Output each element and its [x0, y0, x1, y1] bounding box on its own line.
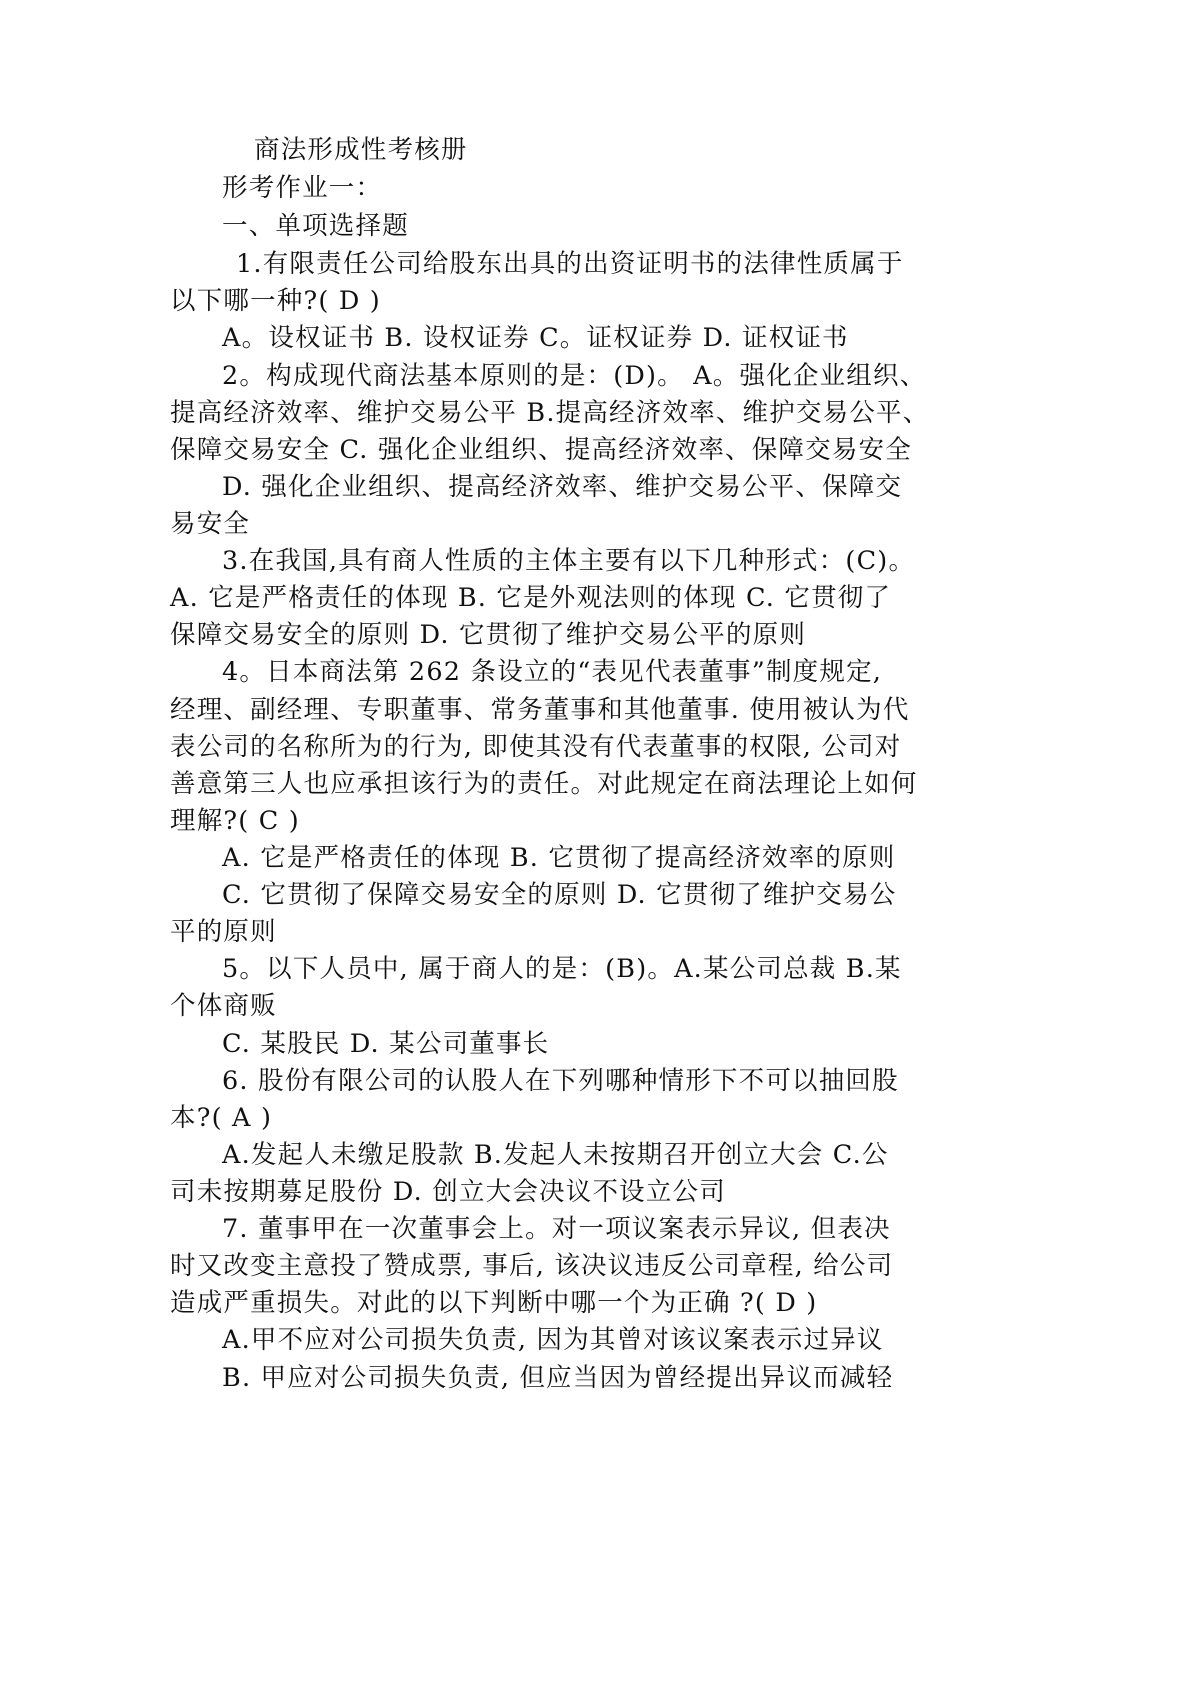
document-title: 商法形成性考核册	[254, 135, 468, 165]
text-line: 3.在我国,具有商人性质的主体主要有以下几种形式：(C)。	[222, 546, 916, 576]
text-line: 时又改变主意投了赞成票, 事后, 该决议违反公司章程, 给公司	[170, 1251, 894, 1281]
text-line: 个体商贩	[170, 991, 277, 1021]
text-line: 5。以下人员中, 属于商人的是：(B)。A.某公司总裁 B.某	[222, 954, 902, 984]
text-line: 提高经济效率、维护交易公平 B.提高经济效率、维护交易公平、	[170, 398, 930, 428]
text-line: 善意第三人也应承担该行为的责任。对此规定在商法理论上如何	[170, 769, 918, 799]
text-line: 保障交易安全的原则 D. 它贯彻了维护交易公平的原则	[170, 620, 807, 650]
text-line: C. 某股民 D. 某公司董事长	[222, 1029, 550, 1059]
text-line: A. 它是严格责任的体现 B. 它是外观法则的体现 C. 它贯彻了	[170, 583, 892, 613]
text-line: 4。日本商法第 262 条设立的“表见代表董事”制度规定,	[222, 657, 883, 687]
text-line: 6. 股份有限公司的认股人在下列哪种情形下不可以抽回股	[222, 1066, 899, 1096]
text-line: 以下哪一种?( D )	[170, 286, 381, 316]
text-line: 2。构成现代商法基本原则的是：(D)。 A。强化企业组织、	[222, 361, 927, 391]
text-line: C. 它贯彻了保障交易安全的原则 D. 它贯彻了维护交易公	[222, 880, 897, 910]
section-heading: 一、单项选择题	[222, 211, 409, 241]
assignment-heading: 形考作业一：	[222, 173, 383, 203]
text-line: 表公司的名称所为的行为, 即使其没有代表董事的权限, 公司对	[170, 732, 902, 762]
text-line: A.发起人未缴足股款 B.发起人未按期召开创立大会 C.公	[222, 1140, 889, 1170]
text-line: 平的原则	[170, 917, 277, 947]
text-line: 1.有限责任公司给股东出具的出资证明书的法律性质属于	[236, 249, 904, 279]
text-line: A。设权证书 B. 设权证券 C。证权证券 D. 证权证书	[222, 323, 849, 353]
text-line: 经理、副经理、专职董事、常务董事和其他董事. 使用被认为代	[170, 695, 910, 725]
text-line: 易安全	[170, 509, 251, 539]
text-line: A. 它是严格责任的体现 B. 它贯彻了提高经济效率的原则	[222, 843, 896, 873]
text-line: 造成严重损失。对此的以下判断中哪一个为正确 ?( D )	[170, 1288, 818, 1318]
text-line: 司未按期募足股份 D. 创立大会决议不设立公司	[170, 1177, 726, 1207]
text-line: 保障交易安全 C. 强化企业组织、提高经济效率、保障交易安全	[170, 435, 912, 465]
text-line: B. 甲应对公司损失负责, 但应当因为曾经提出异议而减轻	[222, 1363, 894, 1393]
text-line: D. 强化企业组织、提高经济效率、维护交易公平、保障交	[222, 472, 903, 502]
text-line: 理解?( C )	[170, 806, 300, 836]
text-line: 7. 董事甲在一次董事会上。对一项议案表示异议, 但表决	[222, 1214, 891, 1244]
text-line: A.甲不应对公司损失负责, 因为其曾对该议案表示过异议	[222, 1325, 884, 1355]
text-line: 本?( A )	[170, 1103, 273, 1133]
